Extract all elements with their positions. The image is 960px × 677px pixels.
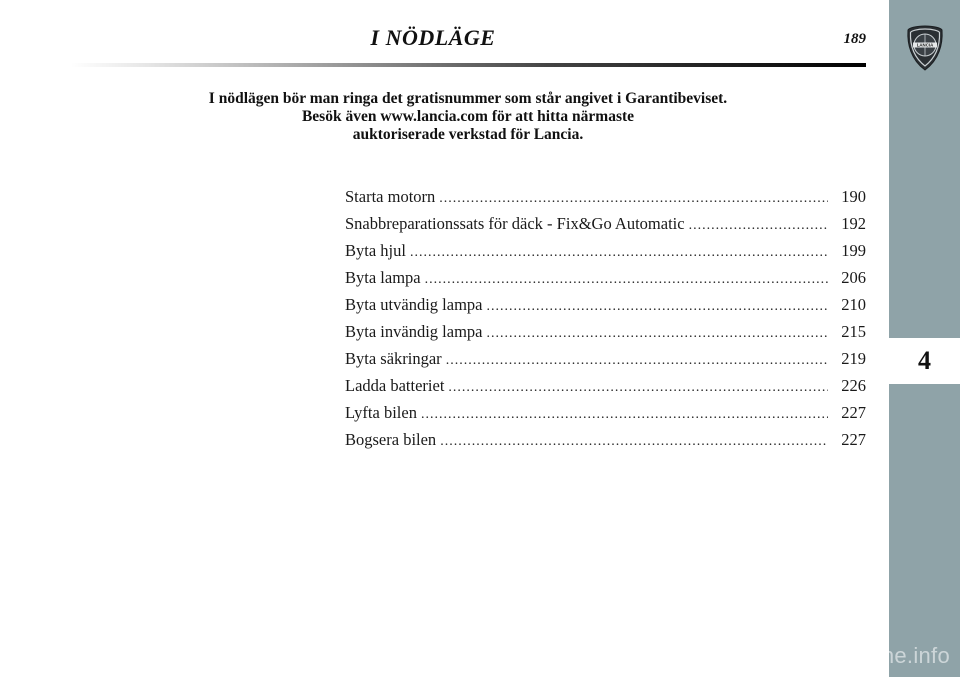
toc-entry-page: 192 (841, 214, 866, 233)
page-title: I NÖDLÄGE (370, 25, 496, 50)
toc-leader-dots (425, 272, 828, 288)
page-number: 189 (843, 31, 866, 47)
toc-entry[interactable] (345, 268, 866, 295)
header-rule (70, 63, 866, 67)
toc-entry[interactable] (345, 430, 866, 457)
toc-entry-label: Snabbreparationssats för däck - Fix&Go Automatic (345, 214, 685, 233)
toc-leader-dots (448, 380, 828, 396)
toc-entry-label: Starta motorn (345, 187, 436, 206)
toc-entry-label: Lyfta bilen (345, 403, 417, 422)
toc-entry[interactable] (345, 322, 866, 349)
toc-entry-label: Byta lampa (345, 268, 421, 287)
toc-leader-dots (689, 218, 828, 234)
toc-leader-dots (440, 434, 828, 450)
toc-entry-label: Byta invändig lampa (345, 322, 483, 341)
toc-entry[interactable] (345, 376, 866, 403)
toc-leader-dots (446, 353, 828, 369)
lancia-logo-icon (906, 24, 944, 72)
intro-line: I nödlägen bör man ringa det gratisnummer som står angivet i Garantibeviset. (208, 90, 728, 107)
intro-paragraph (80, 90, 856, 144)
toc-leader-dots (439, 191, 828, 207)
chapter-tab[interactable] (889, 338, 960, 384)
toc-entry-page: 219 (841, 349, 866, 368)
toc-entry-page: 190 (841, 187, 866, 206)
intro-line: auktoriserade verkstad för Lancia. (352, 126, 584, 143)
toc-entry-label: Ladda batteriet (345, 376, 445, 395)
toc-leader-dots (486, 299, 828, 315)
toc-entry-page: 227 (841, 430, 866, 449)
intro-line: Besök även www.lancia.com för att hitta närmaste (301, 108, 635, 125)
toc-leader-dots (421, 407, 828, 423)
chapter-number: 4 (918, 346, 931, 375)
toc-entry[interactable] (345, 241, 866, 268)
watermark: carmanualsonline.info (729, 643, 950, 668)
toc-entry[interactable] (345, 349, 866, 376)
toc-entry-page: 206 (841, 268, 866, 287)
toc-entry[interactable] (345, 403, 866, 430)
toc-entry-label: Byta hjul (345, 241, 406, 260)
toc-leader-dots (486, 326, 828, 342)
toc-entry-page: 215 (841, 322, 866, 341)
toc-entry[interactable] (345, 214, 866, 241)
toc-entry[interactable] (345, 187, 866, 214)
toc-entry[interactable] (345, 295, 866, 322)
logo-text: LANCIA (916, 42, 934, 48)
toc-entry-page: 210 (841, 295, 866, 314)
toc-entry-page: 227 (841, 403, 866, 422)
toc-leader-dots (410, 245, 828, 261)
toc-entry-label: Bogsera bilen (345, 430, 437, 449)
toc-entry-page: 199 (841, 241, 866, 260)
toc-entry-label: Byta säkringar (345, 349, 442, 368)
table-of-contents (345, 187, 866, 457)
toc-entry-label: Byta utvändig lampa (345, 295, 483, 314)
toc-entry-page: 226 (841, 376, 866, 395)
